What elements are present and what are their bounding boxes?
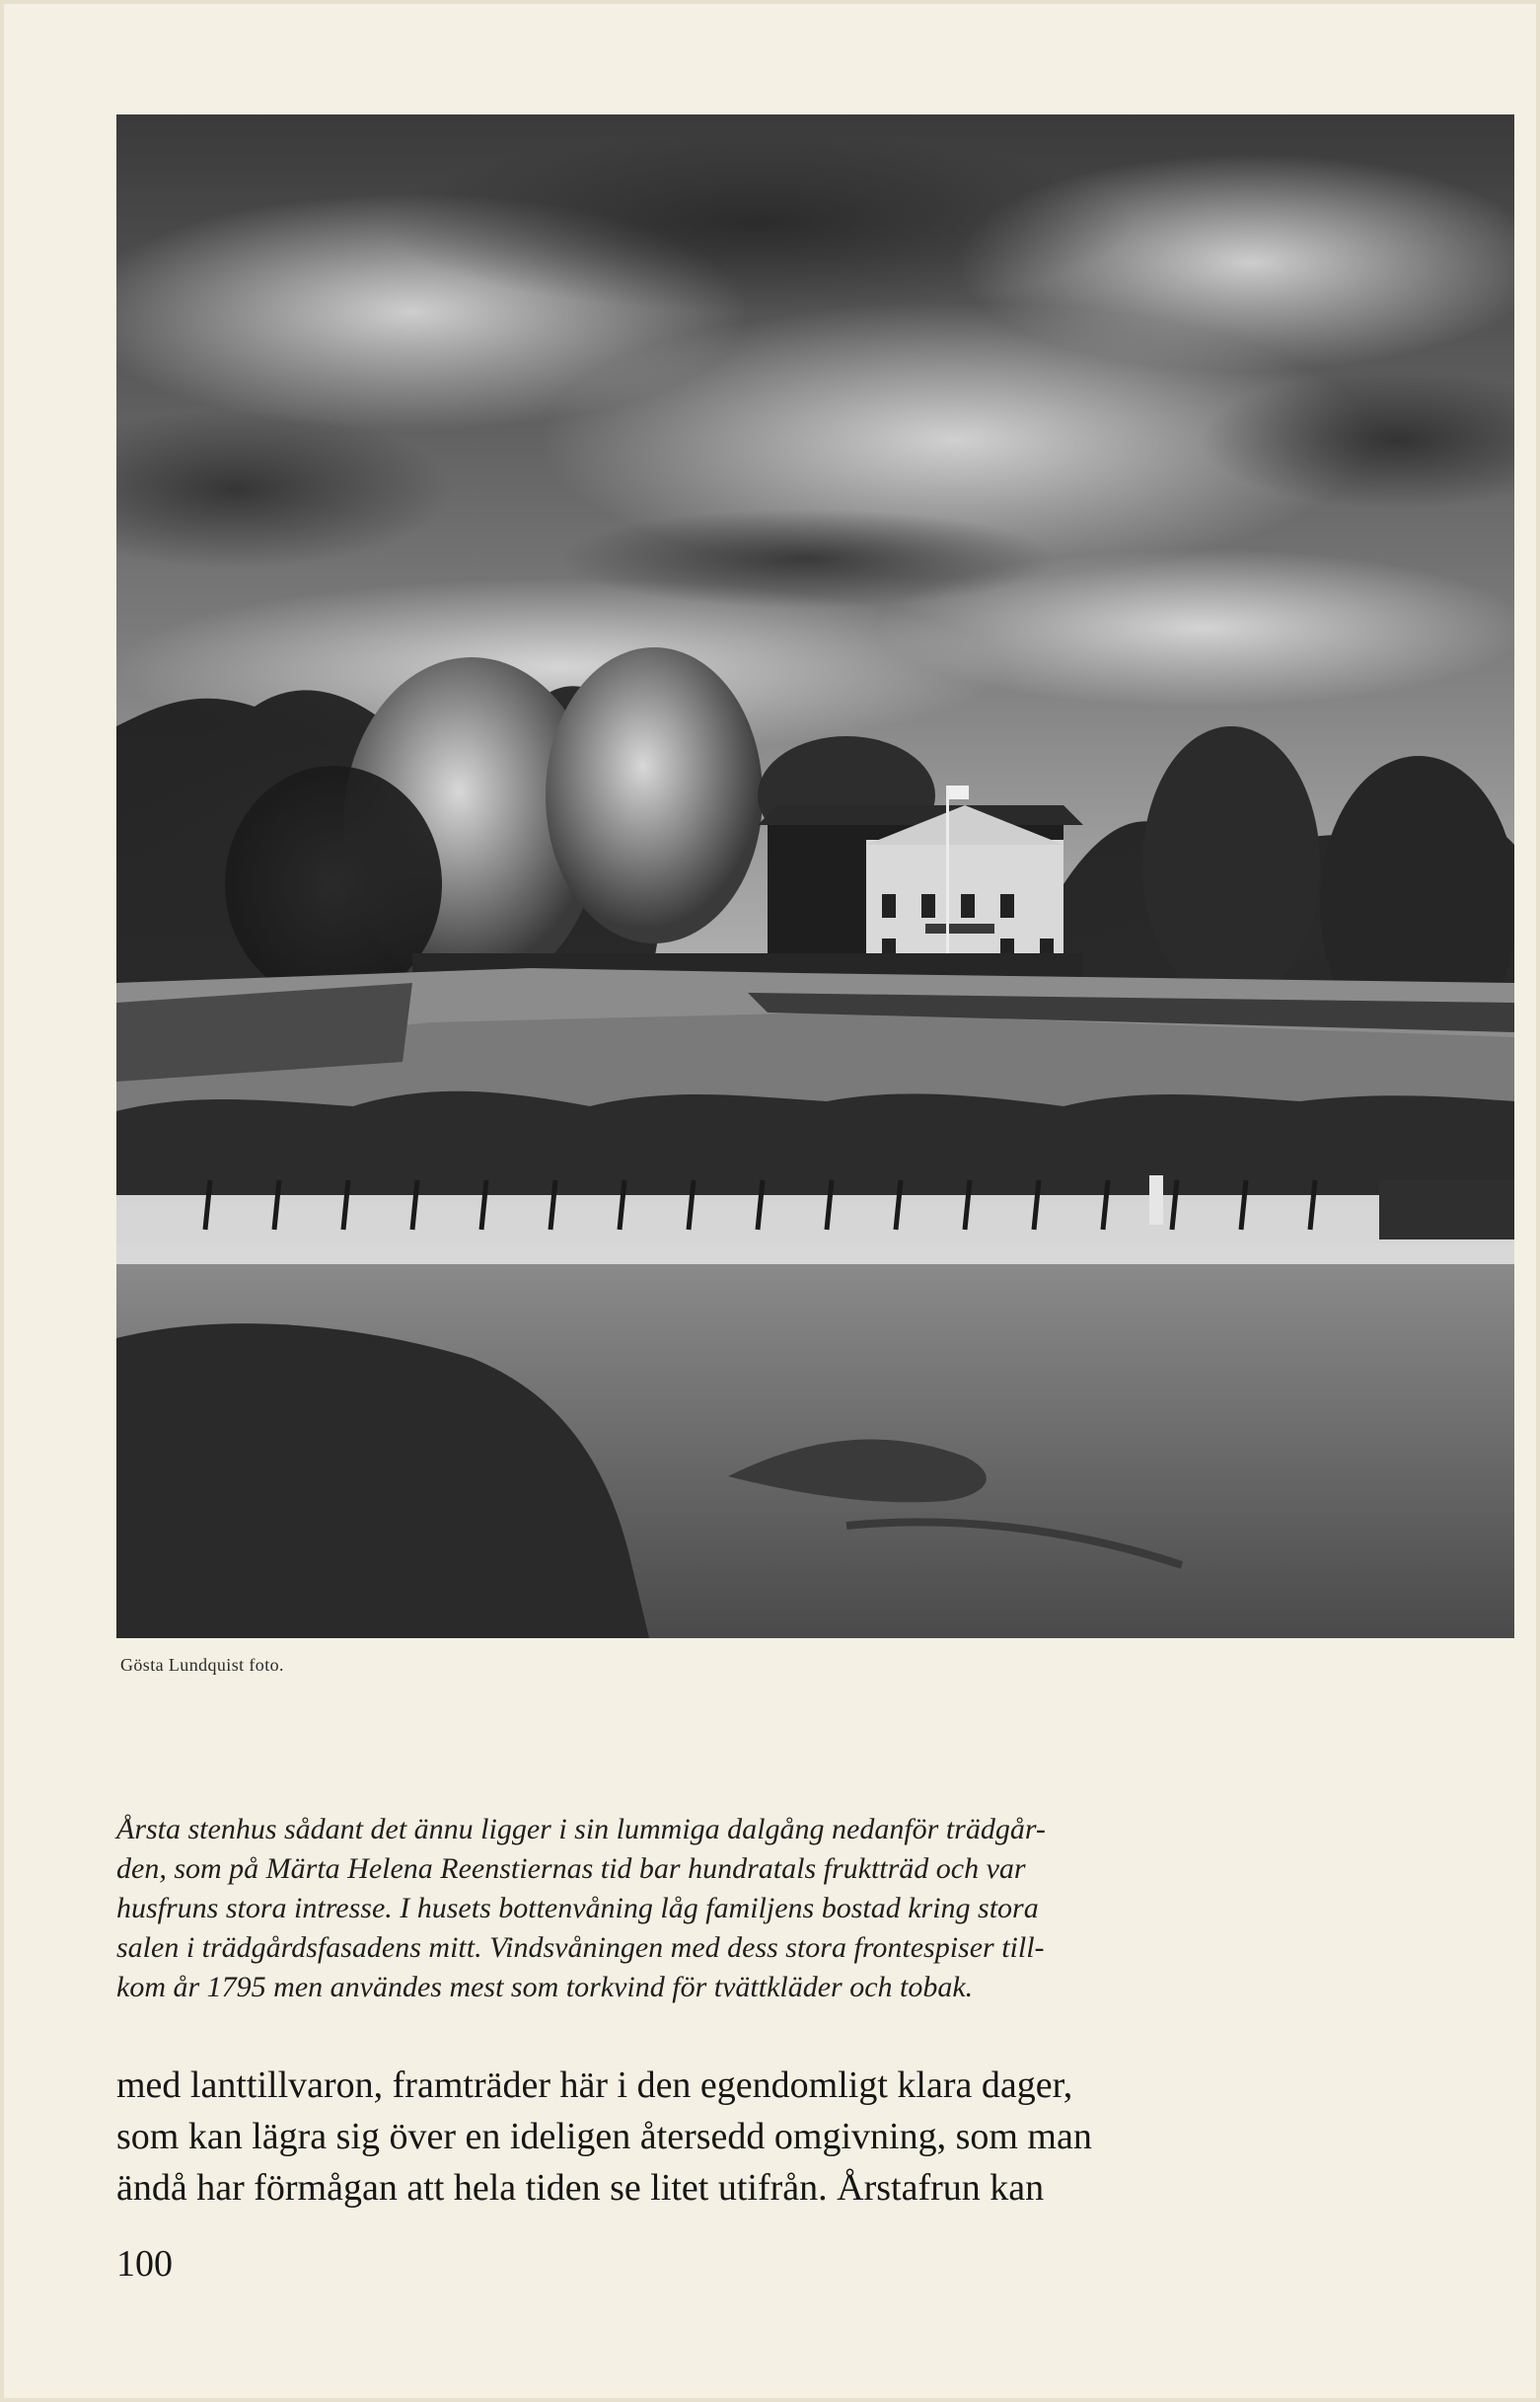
caption-line: Årsta stenhus sådant det ännu ligger i sin lummiga dalgång nedanför trädgår- xyxy=(116,1813,1046,1845)
body-line: ändå har förmågan att hela tiden se litet utifrån. Årstafrun kan xyxy=(116,2167,1045,2209)
caption-line: kom år 1795 men användes mest som torkvind för tvättkläder och tobak. xyxy=(116,1971,974,2003)
photo-credit: Gösta Lundquist foto. xyxy=(120,1655,284,1675)
photo-illustration xyxy=(116,114,1514,1638)
photo-caption xyxy=(116,1810,1261,2007)
body-line: med lanttillvaron, framträder här i den egendomligt klara dager, xyxy=(116,2064,1073,2106)
photograph-arsta-stenhus xyxy=(116,114,1514,1638)
body-line: som kan lägra sig över en ideligen återsedd omgivning, som man xyxy=(116,2116,1092,2157)
page-number: 100 xyxy=(116,2243,173,2285)
caption-line: salen i trädgårdsfasadens mitt. Vindsvåningen med dess stora frontespiser till- xyxy=(116,1931,1045,1964)
caption-line: husfruns stora intresse. I husets bottenvåning låg familjens bostad kring stora xyxy=(116,1892,1039,1924)
body-paragraph xyxy=(116,2060,1369,2214)
caption-line: den, som på Märta Helena Reenstiernas tid bar hundratals fruktträd och var xyxy=(116,1852,1026,1885)
